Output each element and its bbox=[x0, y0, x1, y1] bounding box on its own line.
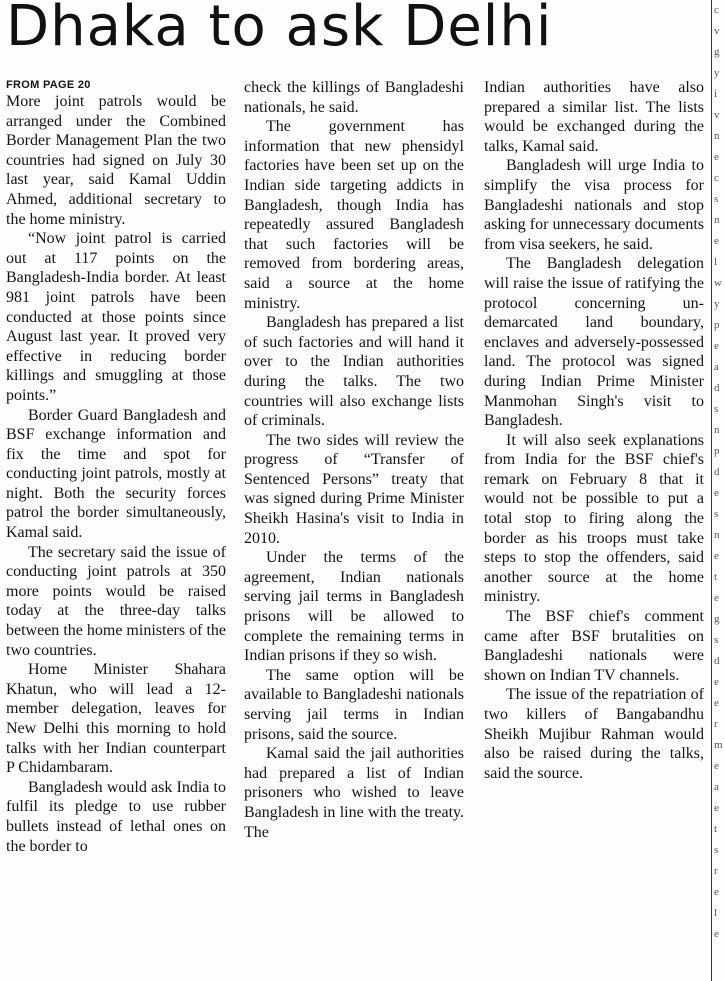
edge-letter: t bbox=[714, 571, 718, 583]
edge-letter: r bbox=[714, 865, 718, 877]
paragraph: “Now joint patrol is carried out at 117 points on the Bangladesh-India border. At least 981 joint patrols have been conducted at those points since August last year. It proved very effective in reducing border killings and smuggling at those points.” bbox=[6, 230, 226, 404]
edge-letter: a bbox=[714, 361, 719, 373]
edge-letter: e bbox=[714, 487, 719, 499]
edge-letter: c bbox=[714, 172, 719, 184]
edge-letter: l bbox=[714, 256, 718, 268]
continuation-kicker: FROM PAGE 20 bbox=[6, 79, 91, 91]
edge-letter: s bbox=[714, 193, 719, 205]
edge-letter: e bbox=[714, 760, 719, 772]
article-column-1 bbox=[6, 78, 226, 973]
edge-letter: p bbox=[714, 319, 720, 331]
edge-letter: e bbox=[714, 697, 719, 709]
article-column-3 bbox=[484, 78, 704, 973]
column-divider-rule bbox=[711, 0, 712, 981]
paragraph: The BSF chief's comment came after BSF brutalities on Bangladeshi nationals were shown on Indian TV channels. bbox=[484, 608, 704, 684]
edge-letter: s bbox=[714, 844, 719, 856]
edge-letter: n bbox=[714, 130, 720, 142]
edge-letter: s bbox=[714, 403, 719, 415]
edge-letter: g bbox=[714, 46, 720, 58]
edge-letter: e bbox=[714, 886, 719, 898]
edge-letter: i bbox=[714, 88, 718, 100]
edge-letter: s bbox=[714, 508, 719, 520]
edge-letter: v bbox=[714, 109, 720, 121]
paragraph: The secretary said the issue of conducting joint patrols at 350 more points would be raised today at the three-day talks between the home ministers of the two countries. bbox=[6, 543, 226, 659]
edge-letter: n bbox=[714, 214, 720, 226]
edge-letter: w bbox=[714, 277, 722, 289]
edge-letter: e bbox=[714, 592, 719, 604]
edge-letter: e bbox=[714, 550, 719, 562]
edge-letter: d bbox=[714, 466, 720, 478]
edge-letter: y bbox=[714, 67, 720, 79]
paragraph: The government has information that new phensidyl factories have been set up on the Indian side targeting addicts in Bangladesh, though India has repeatedly assured Bangladesh that such factories will be removed from bordering areas, said a source at the home ministry. bbox=[244, 118, 464, 312]
edge-letter: d bbox=[714, 655, 720, 667]
paragraph: The Bangladesh delegation will raise the issue of ratifying the protocol concerning un-demarcated land boundary, enclaves and adversely-possessed land. The protocol was signed during Indian Prime Minister Manmohan Singh's visit to Bangladesh. bbox=[484, 255, 704, 430]
edge-letter: n bbox=[714, 424, 720, 436]
paragraph: It will also seek explanations from India for the BSF chief's remark on February 8 that it would not be possible to put a total stop to firing along the border as his troops must take steps to stop the offenders, said another source at the home ministry. bbox=[484, 431, 704, 606]
edge-letter: r bbox=[714, 718, 718, 730]
paragraph: Bangladesh will urge India to simplify the visa process for Bangladeshi nationals and stop asking for unnecessary documents from visa seekers, he said. bbox=[484, 157, 704, 253]
paragraph: Border Guard Bangladesh and BSF exchange information and fix the time and spot for conducting joint patrols, mostly at night. Both the security forces patrol the border simultaneously, Kamal said. bbox=[6, 406, 226, 542]
paragraph: Bangladesh has prepared a list of such factories and will hand it over to the Indian authorities during the talks. The two countries will also exchange lists of criminals. bbox=[244, 314, 464, 430]
adjacent-column-edge-fragment bbox=[714, 0, 725, 981]
paragraph: The two sides will review the progress of “Transfer of Sentenced Persons” treaty that was signed during Prime Minister Sheikh Hasina's visit to India in 2010. bbox=[244, 431, 464, 547]
edge-letter: e bbox=[714, 151, 719, 163]
edge-letter: t bbox=[714, 823, 718, 835]
edge-letter: n bbox=[714, 529, 720, 541]
edge-letter: v bbox=[714, 25, 720, 37]
edge-letter: s bbox=[714, 634, 719, 646]
paragraph: The issue of the repatriation of two killers of Bangabandhu Sheikh Mujibur Rahman would also be raised during the talks, said the source. bbox=[484, 686, 704, 782]
paragraph: Bangladesh would ask India to fulfil its pledge to use rubber bullets instead of lethal ones on the border to bbox=[6, 778, 226, 855]
edge-letter: p bbox=[714, 445, 720, 457]
edge-letter: c bbox=[714, 4, 719, 16]
edge-letter: e bbox=[714, 676, 719, 688]
edge-letter: g bbox=[714, 613, 720, 625]
headline: Dhaka to ask Delhi bbox=[6, 0, 553, 59]
edge-letter: a bbox=[714, 781, 719, 793]
paragraph: check the killings of Bangladeshi nationals, he said. bbox=[244, 79, 464, 116]
edge-letter: l bbox=[714, 907, 718, 919]
paragraph: Kamal said the jail authorities had prepared a list of Indian prisoners who wished to leave Bangladesh in line with the treaty. The bbox=[244, 745, 464, 841]
article-column-2 bbox=[244, 78, 464, 973]
paragraph: The same option will be available to Bangladeshi nationals serving jail terms in Indian prisons, said the source. bbox=[244, 666, 464, 743]
edge-letter: y bbox=[714, 298, 720, 310]
paragraph: Indian authorities have also prepared a similar list. The lists would be exchanged during the talks, Kamal said. bbox=[484, 79, 704, 155]
edge-letter: e bbox=[714, 235, 719, 247]
edge-letter: e bbox=[714, 802, 719, 814]
paragraph: Under the terms of the agreement, Indian nationals serving jail terms in Bangladesh prisons will be allowed to complete the remaining terms in Indian prisons if they so wish. bbox=[244, 549, 464, 665]
edge-letter: e bbox=[714, 928, 719, 940]
paragraph: More joint patrols would be arranged under the Combined Border Management Plan the two countries had signed on July 30 last year, said Kamal Uddin Ahmed, additional secretary to the home ministry. bbox=[6, 93, 226, 228]
edge-letter: d bbox=[714, 382, 720, 394]
edge-letter: e bbox=[714, 340, 719, 352]
paragraph: Home Minister Shahara Khatun, who will lead a 12-member delegation, leaves for New Delhi this morning to hold talks with her Indian counterpart P Chidambaram. bbox=[6, 661, 226, 777]
edge-letter: m bbox=[714, 739, 723, 751]
